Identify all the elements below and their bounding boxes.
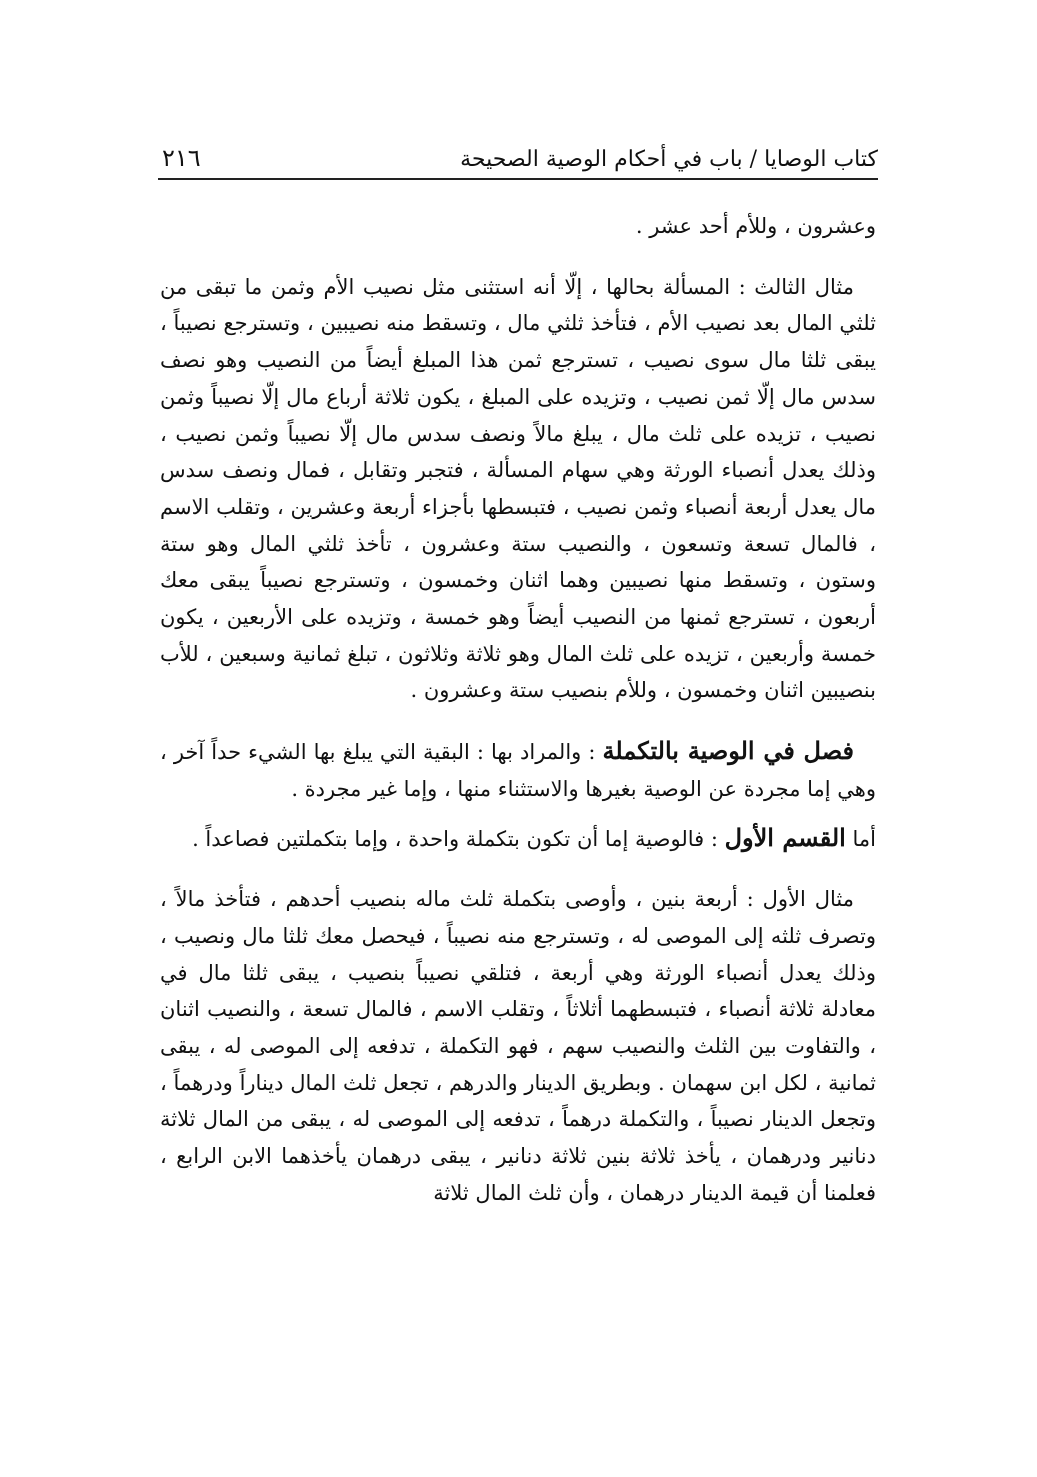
page-body: [160, 208, 876, 1212]
first-part-heading: القسم الأول: [724, 822, 846, 852]
paragraph-section-completion: [160, 733, 876, 807]
paragraph-example-one-text: مثال الأول : أربعة بنين ، وأوصى بتكملة ثلث ماله بنصيب أحدهم ، فتأخذ مالاً ، وتصرف ثلثه إلى الموصى له ، وتسترجع منه نصيباً ، فيحصل معك ثلثا مال ونصيب ، وذلك يعدل أنصباء الورثة وهي أربعة ، فتلقي نصيباً بنصيب ، يبقى ثلثا مال في معادلة ثلاثة أنصباء ، فتبسطهما أثلاثاً ، وتقلب الاسم ، فالمال تسعة ، والنصيب اثنان ، والتفاوت بين الثلث والنصيب سهم ، فهو التكملة ، تدفعه إلى الموصى له ، يبقى ثمانية ، لكل ابن سهمان . وبطريق الدينار والدرهم ، تجعل ثلث المال ديناراً ودرهماً ، وتجعل الدينار نصيباً ، والتكملة درهماً ، تدفعه إلى الموصى له ، يبقى من المال ثلاثة دنانير ودرهمان ، يأخذ ثلاثة بنين ثلاثة دنانير ، يبقى درهمان يأخذهما الابن الرابع ، فعلمنا أن قيمة الدينار درهمان ، وأن ثلث المال ثلاثة: [160, 887, 876, 1205]
running-header: [158, 140, 878, 180]
page-number: ٢١٦: [162, 144, 201, 172]
paragraph-example-one: [160, 881, 876, 1211]
section-heading: فصل في الوصية بالتكملة: [602, 736, 854, 766]
first-part-text: : فالوصية إما أن تكون بتكملة واحدة ، وإما بتكملتين فصاعداً .: [192, 826, 725, 851]
paragraph-continuation: وعشرون ، وللأم أحد عشر .: [635, 214, 876, 238]
header-title: كتاب الوصايا / باب في أحكام الوصية الصحيحة: [460, 147, 878, 172]
paragraph-example-three: [160, 269, 876, 709]
paragraph-example-three-text: مثال الثالث : المسألة بحالها ، إلّا أنه استثنى مثل نصيب الأم وثمن ما تبقى من ثلثي المال بعد نصيب الأم ، فتأخذ ثلثي مال ، وتسقط منه نصيبين ، وتسترجع نصيباً ، يبقى ثلثا مال سوى نصيب ، تسترجع ثمن هذا المبلغ أيضاً من النصيب وهو نصف سدس مال إلّا ثمن نصيب ، وتزيده على المبلغ ، يكون ثلاثة أرباع مال إلّا نصيباً وثمن نصيب ، تزيده على ثلث مال ، يبلغ مالاً ونصف سدس مال إلّا نصيباً وثمن نصيب ، وذلك يعدل أنصباء الورثة وهي سهام المسألة ، فتجبر وتقابل ، فمال ونصف سدس مال يعدل أربعة أنصباء وثمن نصيب ، فتبسطها بأجزاء أربعة وعشرين ، وتقلب الاسم ، فالمال تسعة وتسعون ، والنصيب ستة وعشرون ، تأخذ ثلثي المال وهو ستة وستون ، وتسقط منها نصيبين وهما اثنان وخمسون ، وتسترجع نصيباً يبقى معك أربعون ، تسترجع ثمنها من النصيب أيضاً وهو خمسة ، وتزيده على الأربعين ، يكون خمسة وأربعين ، تزيده على ثلث المال وهو ثلاثة وثلاثون ، تبلغ ثمانية وسبعين ، للأب بنصيبين اثنان وخمسون ، وللأم بنصيب ستة وعشرون .: [160, 274, 876, 703]
first-part-prefix: أما: [845, 826, 876, 851]
section-text: : والمراد بها : البقية التي يبلغ بها الشيء حداً آخر ، وهي إما مجردة عن الوصية بغيرها والاستثناء منها ، وإما غير مجردة .: [160, 740, 876, 801]
paragraph-first-part: [160, 820, 876, 858]
